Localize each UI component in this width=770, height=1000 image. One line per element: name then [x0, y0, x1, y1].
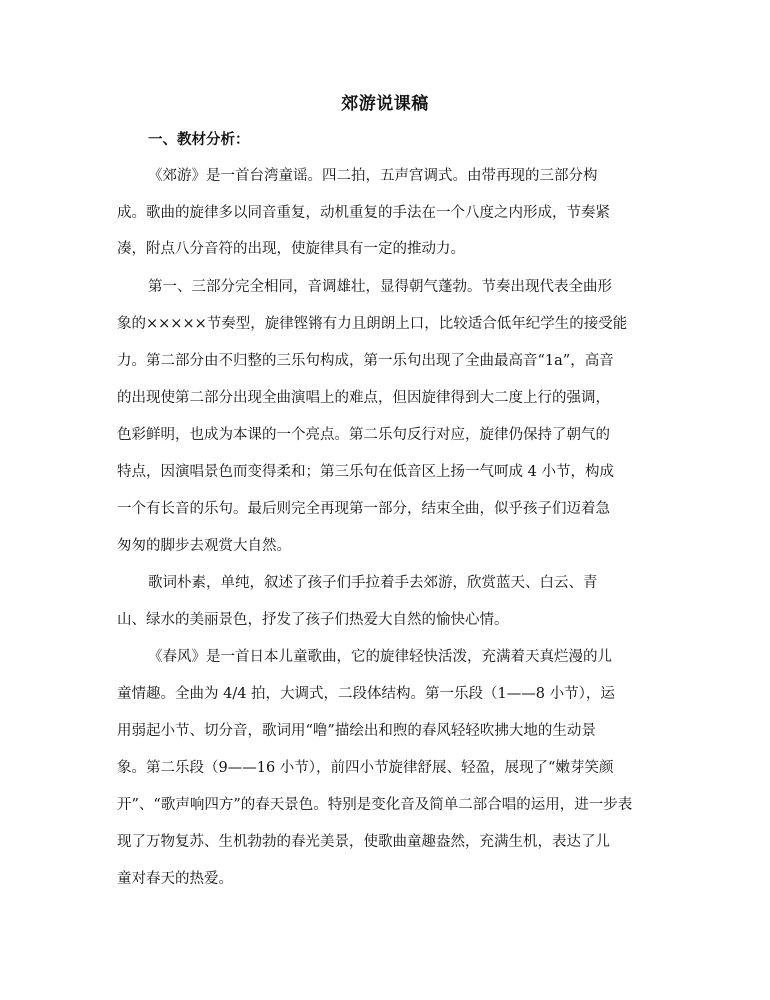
paragraph-line: 童情趣。全曲为 4/4 拍，大调式，二段体结构。第一乐段（1——8 小节），运	[117, 686, 615, 702]
paragraph-line: 第一、三部分完全相同，音调雄壮，显得朝气蓬勃。节奏出现代表全曲形	[148, 279, 612, 295]
paragraph-line: 开”、“歌声响四方”的春天景色。特别是变化音及简单二部合唱的运用，进一步表	[117, 797, 633, 813]
paragraph-line: 童对春天的热爱。	[117, 871, 233, 887]
paragraph-line: 用弱起小节、切分音，歌词用“噜”描绘出和煦的春风轻轻吹拂大地的生动景	[117, 723, 596, 739]
paragraph-line: 歌词朴素，单纯，叙述了孩子们手拉着手去郊游，欣赏蓝天、白云、青	[148, 575, 598, 591]
paragraph-line: 象的×××××节奏型，旋律铿锵有力且朗朗上口，比较适合低年纪学生的接受能	[117, 316, 628, 332]
paragraph-line: 一个有长音的乐句。最后则完全再现第一部分，结束全曲，似乎孩子们迈着急	[117, 501, 610, 517]
paragraph-line: 力。第二部分由不归整的三乐句构成，第一乐句出现了全曲最高音“1a”，高音	[117, 353, 614, 369]
paragraph-line: 特点，因演唱景色而变得柔和；第三乐句在低音区上扬一气呵成 4 小节，构成	[117, 464, 614, 480]
paragraph-line: 成。歌曲的旋律多以同音重复，动机重复的手法在一个八度之内形成，节奏紧	[117, 205, 610, 221]
paragraph-line: 象。第二乐段（9——16 小节），前四小节旋律舒展、轻盈，展现了“嫩芽笑颜	[117, 760, 614, 776]
section-heading: 一、教材分析：	[148, 131, 250, 148]
paragraph-line: 色彩鲜明，也成为本课的一个亮点。第二乐句反行对应，旋律仍保持了朝气的	[117, 427, 610, 443]
paragraph-line: 匆匆的脚步去观赏大自然。	[117, 538, 291, 554]
document-title: 郊游说课稿	[341, 94, 429, 114]
paragraph-line: 《郊游》是一首台湾童谣。四二拍，五声宫调式。由带再现的三部分构	[148, 168, 598, 184]
paragraph-line: 《春风》是一首日本儿童歌曲，它的旋律轻快活泼，充满着天真烂漫的儿	[148, 649, 612, 665]
paragraph-line: 凑，附点八分音符的出现，使旋律具有一定的推动力。	[117, 241, 465, 257]
paragraph-line: 现了万物复苏、生机勃勃的春光美景，使歌曲童趣盎然，充满生机，表达了儿	[117, 834, 610, 850]
paragraph-line: 山、绿水的美丽景色，抒发了孩子们热爱大自然的愉快心情。	[117, 612, 509, 628]
paragraph-line: 的出现使第二部分出现全曲演唱上的难点，但因旋律得到大二度上行的强调，	[117, 390, 610, 406]
